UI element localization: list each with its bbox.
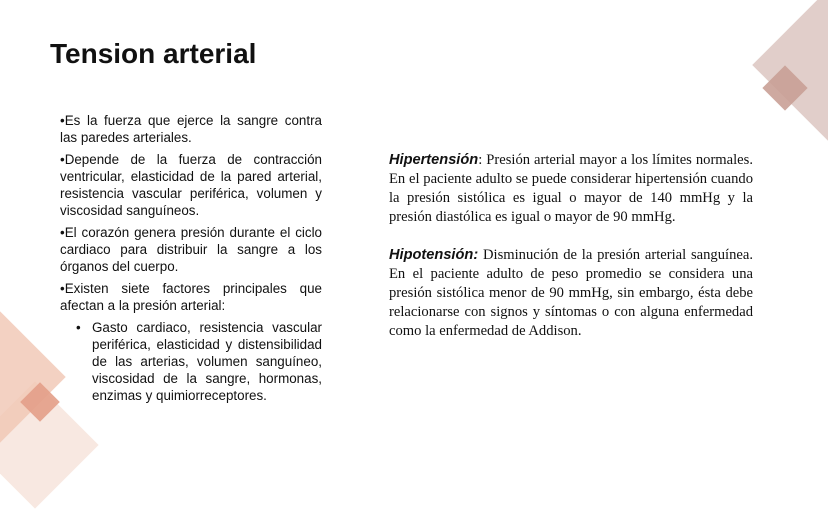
slide-title: Tension arterial [50, 38, 257, 69]
hipotension-text: Disminución de la presión arterial sanguínea. En el paciente adulto de peso promedio se considera una presión sistólica menor de 90 mmHg, sin embargo, ésta debe relacionarse con signos y síntomas o con alguna enfermedad como la enfermedad de Addison. [389, 247, 753, 339]
bullet-depends-on: •Depende de la fuerza de contracción ventricular, elasticidad de la pared arterial, resistencia vascular periférica, volumen y viscosidad sanguíneos. [60, 152, 322, 218]
factors-sub-bullet: • Gasto cardiaco, resistencia vascular periférica, elasticidad y distensibilidad de las arterias, volumen sanguíneo, viscosidad de la sangre, hormonas, enzimas y quimiorreceptores. [92, 319, 322, 404]
bullet-heart-pressure: •El corazón genera presión durante el ciclo cardiaco para distribuir la sangre a los órganos del cuerpo. [60, 225, 322, 274]
hipertension-text: : Presión arterial mayor a los límites normales. En el paciente adulto se puede considerar hipertensión cuando la presión sistólica es igual o mayor de 140 mmHg y la presión diastólica es igual o mayor de 90 mmHg. [389, 152, 753, 225]
bullet-seven-factors: •Existen siete factores principales que afectan a la presión arterial: [60, 281, 322, 313]
hipertension-term: Hipertensión [389, 152, 479, 168]
definitions-column [389, 151, 753, 360]
left-bullet-column [60, 112, 322, 404]
hipertension-paragraph [389, 151, 753, 227]
bullet-definition: •Es la fuerza que ejerce la sangre contra las paredes arteriales. [60, 113, 322, 145]
hipotension-term: Hipotensión: [389, 247, 479, 263]
hipotension-paragraph [389, 246, 753, 341]
factors-sublist [60, 319, 322, 404]
